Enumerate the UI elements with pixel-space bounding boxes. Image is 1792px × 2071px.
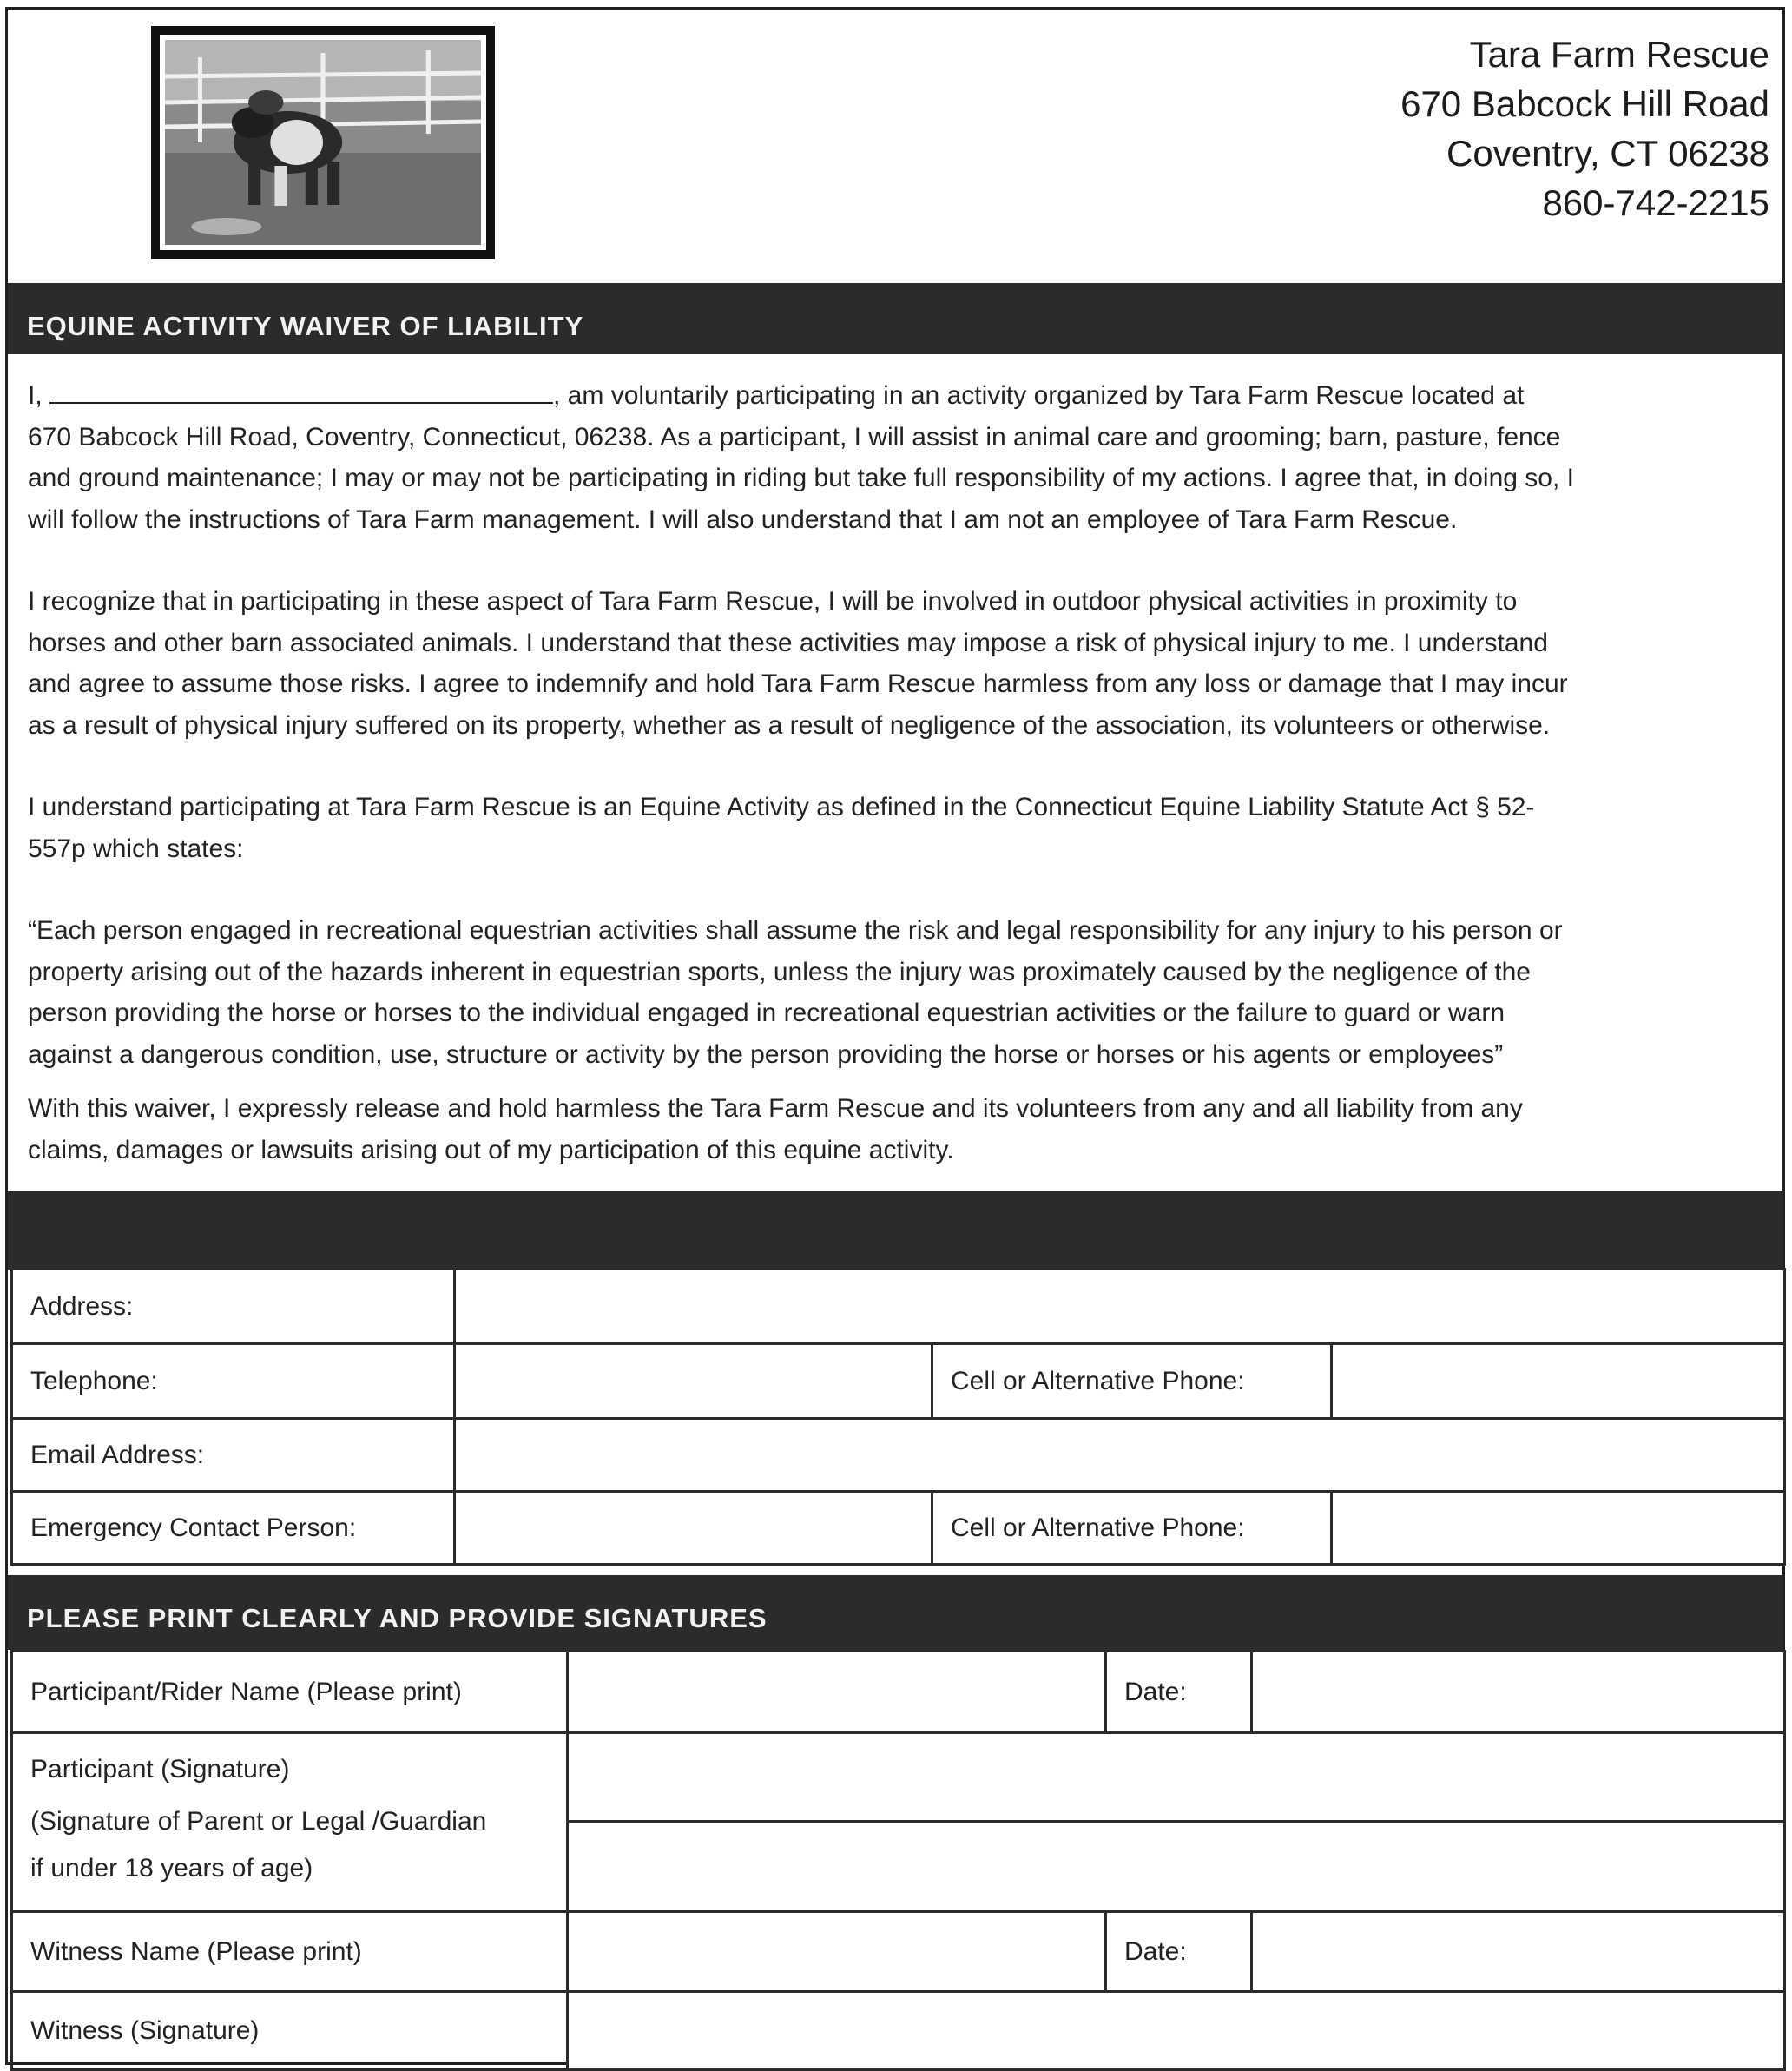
- witness-date-label: Date:: [1106, 1912, 1252, 1992]
- organization-phone: 860-742-2215: [1542, 182, 1769, 223]
- emergency-cell-field[interactable]: [1332, 1492, 1785, 1565]
- emergency-contact-label: Emergency Contact Person:: [12, 1492, 455, 1565]
- email-field[interactable]: [455, 1419, 1785, 1492]
- witness-date-field[interactable]: [1252, 1912, 1785, 1992]
- address-label: Address:: [12, 1270, 455, 1344]
- waiver-paragraph-1: I, , am voluntarily participating in an activity organized by Tara Farm Rescue located at 670 Babcock Hill Road, Coventry, Connecticut, 06238. As a participant, I will assist in animal care and grooming; barn, pasture, fence and ground maintenance; I may or may not be participating in riding but take full responsibility of my actions. I agree that, in doing so, I will follow the instructions of Tara Farm management. I will also understand that I am not an employee of Tara Farm Rescue.: [28, 375, 1756, 540]
- telephone-row: [12, 1344, 1785, 1419]
- signatures-title-bar: [8, 1575, 1783, 1650]
- telephone-field[interactable]: [455, 1344, 932, 1419]
- waiver-paragraph-2: I recognize that in participating in these aspect of Tara Farm Rescue, I will be involved in outdoor physical activities in proximity to horses and other barn associated animals. I understand that these activities may impose a risk of physical injury to me. I understand and agree to assume those risks. I agree to indemnify and hold Tara Farm Rescue harmless from any loss or damage that I may incur as a result of physical injury suffered on its property, whether as a result of negligence of the association, its volunteers or otherwise.: [28, 587, 1568, 740]
- emergency-contact-field[interactable]: [455, 1492, 932, 1565]
- witness-name-row: [12, 1912, 1785, 1992]
- address-field[interactable]: [455, 1270, 1785, 1344]
- guardian-signature-label-line1: (Signature of Parent or Legal /Guardian: [30, 1807, 487, 1836]
- organization-city: Coventry, CT 06238: [1446, 133, 1769, 174]
- horse-photo: [151, 26, 495, 259]
- participant-date-field[interactable]: [1252, 1652, 1785, 1733]
- section-divider-bar: [8, 1191, 1783, 1270]
- organization-name: Tara Farm Rescue: [1469, 34, 1769, 75]
- waiver-title-bar: [8, 283, 1783, 354]
- statute-quote: “Each person engaged in recreational equestrian activities shall assume the risk and legal responsibility for any injury to his person or property arising out of the hazards inherent in equestrian sports, unless the injury was proximately caused by the negligence of the person providing the horse or horses to the individual engaged in recreational equestrian activities or the failure to guard or warn against a dangerous condition, use, structure or activity by the person providing the horse or horses or his agents or employees”: [28, 916, 1563, 1069]
- cell-phone-label: Cell or Alternative Phone:: [932, 1344, 1332, 1419]
- witness-signature-field[interactable]: [568, 1992, 1785, 2070]
- guardian-signature-label-line2: if under 18 years of age): [30, 1854, 313, 1883]
- email-label: Email Address:: [12, 1419, 455, 1492]
- witness-signature-label: Witness (Signature): [12, 1992, 568, 2070]
- signatures-title: PLEASE PRINT CLEARLY AND PROVIDE SIGNATURES: [27, 1603, 768, 1633]
- organization-address-block: [1400, 30, 1769, 228]
- pony-image: [165, 40, 481, 245]
- participant-signature-row: [12, 1733, 1785, 1822]
- participant-signature-label-cell: [12, 1733, 568, 1912]
- organization-street: 670 Babcock Hill Road: [1400, 83, 1769, 124]
- witness-name-field[interactable]: [568, 1912, 1106, 1992]
- emergency-row: [12, 1492, 1785, 1565]
- participant-date-label: Date:: [1106, 1652, 1252, 1733]
- waiver-paragraph-5: With this waiver, I expressly release and hold harmless the Tara Farm Rescue and its volunteers from any and all liability from any claims, damages or lawsuits arising out of my participation of this equine activity.: [28, 1094, 1523, 1164]
- signature-form: [10, 1650, 1786, 2071]
- waiver-title: EQUINE ACTIVITY WAIVER OF LIABILITY: [27, 311, 584, 341]
- telephone-label: Telephone:: [12, 1344, 455, 1419]
- participant-name-blank[interactable]: [49, 376, 553, 404]
- email-row: [12, 1419, 1785, 1492]
- participant-name-label: Participant/Rider Name (Please print): [12, 1652, 568, 1733]
- waiver-body: [28, 375, 1756, 1171]
- emergency-cell-label: Cell or Alternative Phone:: [932, 1492, 1332, 1565]
- cell-phone-field[interactable]: [1332, 1344, 1785, 1419]
- waiver-paragraph-3: I understand participating at Tara Farm Rescue is an Equine Activity as defined in the Connecticut Equine Liability Statute Act § 52- 557p which states:: [28, 793, 1535, 863]
- participant-signature-field[interactable]: [568, 1733, 1785, 1822]
- participant-signature-label: Participant (Signature): [30, 1755, 290, 1784]
- address-row: [12, 1270, 1785, 1344]
- witness-name-label: Witness Name (Please print): [12, 1912, 568, 1992]
- contact-form: [10, 1268, 1786, 1566]
- witness-signature-row: [12, 1992, 1785, 2070]
- guardian-signature-field[interactable]: [568, 1822, 1785, 1912]
- participant-name-row: [12, 1652, 1785, 1733]
- participant-name-field[interactable]: [568, 1652, 1106, 1733]
